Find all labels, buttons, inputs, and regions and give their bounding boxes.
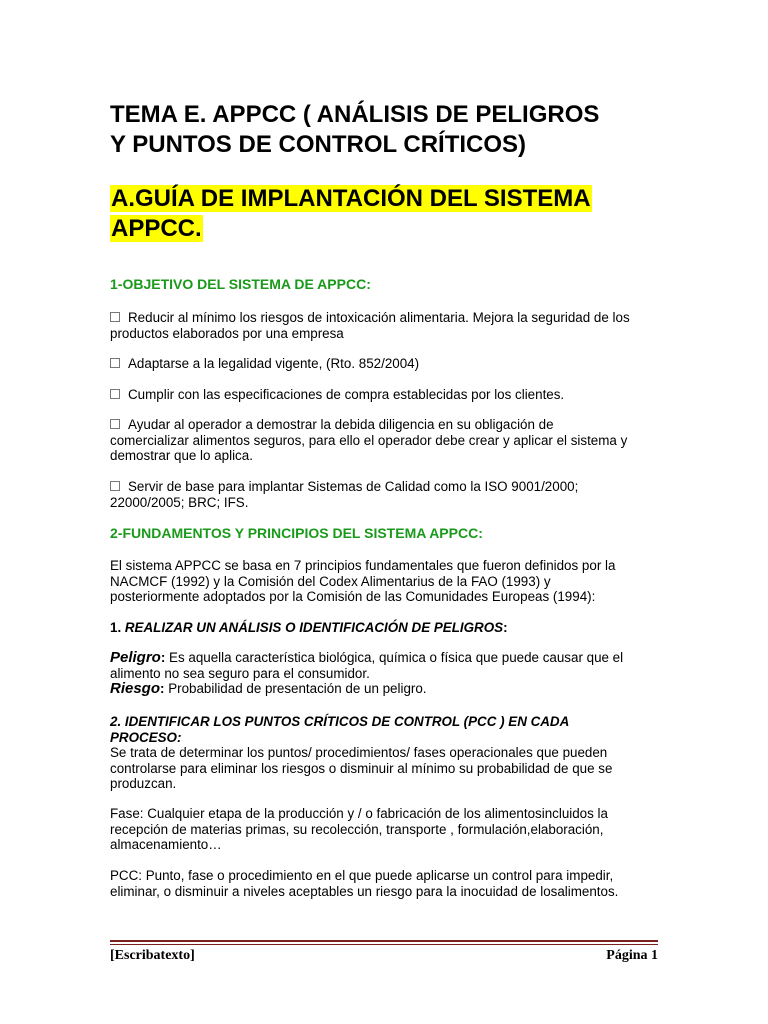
- bullet-item: Cumplir con las especificaciones de compra establecidas por los clientes.: [110, 387, 665, 403]
- title-line-1: TEMA E. APPCC ( ANÁLISIS DE PELIGROS: [110, 101, 600, 128]
- term-riesgo: Riesgo: [110, 680, 161, 697]
- checkbox-square-icon: [110, 358, 120, 368]
- section1-heading: 1-OBJETIVO DEL SISTEMA DE APPCC:: [110, 276, 371, 292]
- principle-1-heading: 1. REALIZAR UN ANÁLISIS O IDENTIFICACIÓN DE PELIGROS:: [110, 620, 508, 635]
- highlighted-heading-line-2: APPCC.: [111, 215, 202, 242]
- page-footer: [110, 948, 658, 964]
- principle-2-heading-line-2: PROCESO:: [110, 729, 182, 745]
- fase-paragraph: Fase: Cualquier etapa de la producción y / o fabricación de los alimentosincluidos la recepción de materias primas, su recolección, transporte , formulación,elaboración, almacenamiento…: [110, 806, 608, 852]
- checkbox-square-icon: [110, 419, 120, 429]
- checkbox-square-icon: [110, 481, 120, 491]
- checkbox-square-icon: [110, 389, 120, 399]
- bullet-item: Servir de base para implantar Sistemas de Calidad como la ISO 9001/2000; 22000/2005; BRC; IFS.: [110, 479, 579, 510]
- bullet-item: Ayudar al operador a demostrar la debida diligencia en su obligación de comercializar alimentos seguros, para ello el operador debe crear y aplicar el sistema y demostrar que lo aplica.: [110, 417, 628, 463]
- principle-2-block: 2. IDENTIFICAR LOS PUNTOS CRÍTICOS DE CONTROL (PCC ) EN CADA PROCESO: Se trata de determinar los puntos/ procedimientos/ fases operacionales que pueden controlarse para eliminar los riesgos o disminuir al mínimo su probabilidad de que se produzcan.: [110, 714, 613, 791]
- footer-rule-thin: [110, 944, 658, 945]
- footer-placeholder-text[interactable]: [Escribatexto]: [110, 948, 195, 963]
- term-peligro: Peligro: [110, 649, 161, 666]
- section2-heading: 2-FUNDAMENTOS Y PRINCIPIOS DEL SISTEMA APPCC:: [110, 525, 483, 541]
- document-title: [110, 100, 670, 160]
- page-number: Página 1: [606, 948, 658, 963]
- principle-2-heading-line-1: 2. IDENTIFICAR LOS PUNTOS CRÍTICOS DE CONTROL (PCC ) EN CADA: [110, 714, 570, 729]
- checkbox-square-icon: [110, 312, 120, 322]
- definition-peligro: Peligro: Es aquella característica biológica, química o física que puede causar que el alimento no sea seguro para el consumidor. Riesgo: Probabilidad de presentación de un peligro.: [110, 649, 624, 697]
- footer-rule: [110, 940, 658, 942]
- intro-paragraph: El sistema APPCC se basa en 7 principios fundamentales que fueron definidos por la NACMCF (1992) y la Comisión del Codex Alimentarius de la FAO (1993) y posteriormente adoptados por la Comisión de las Comunidades Europeas (1994):: [110, 558, 616, 604]
- title-line-2: Y PUNTOS DE CONTROL CRÍTICOS): [110, 131, 527, 158]
- highlighted-heading: [110, 184, 670, 244]
- bullet-item: Adaptarse a la legalidad vigente, (Rto. 852/2004): [110, 356, 665, 372]
- pcc-paragraph: PCC: Punto, fase o procedimiento en el que puede aplicarse un control para impedir, eliminar, o disminuir a niveles aceptables un riesgo para la inocuidad de losalimentos.: [110, 868, 619, 899]
- bullet-item: Reducir al mínimo los riesgos de intoxicación alimentaria. Mejora la seguridad de los productos elaborados por una empresa: [110, 310, 630, 341]
- highlighted-heading-line-1: A.GUÍA DE IMPLANTACIÓN DEL SISTEMA: [111, 185, 591, 212]
